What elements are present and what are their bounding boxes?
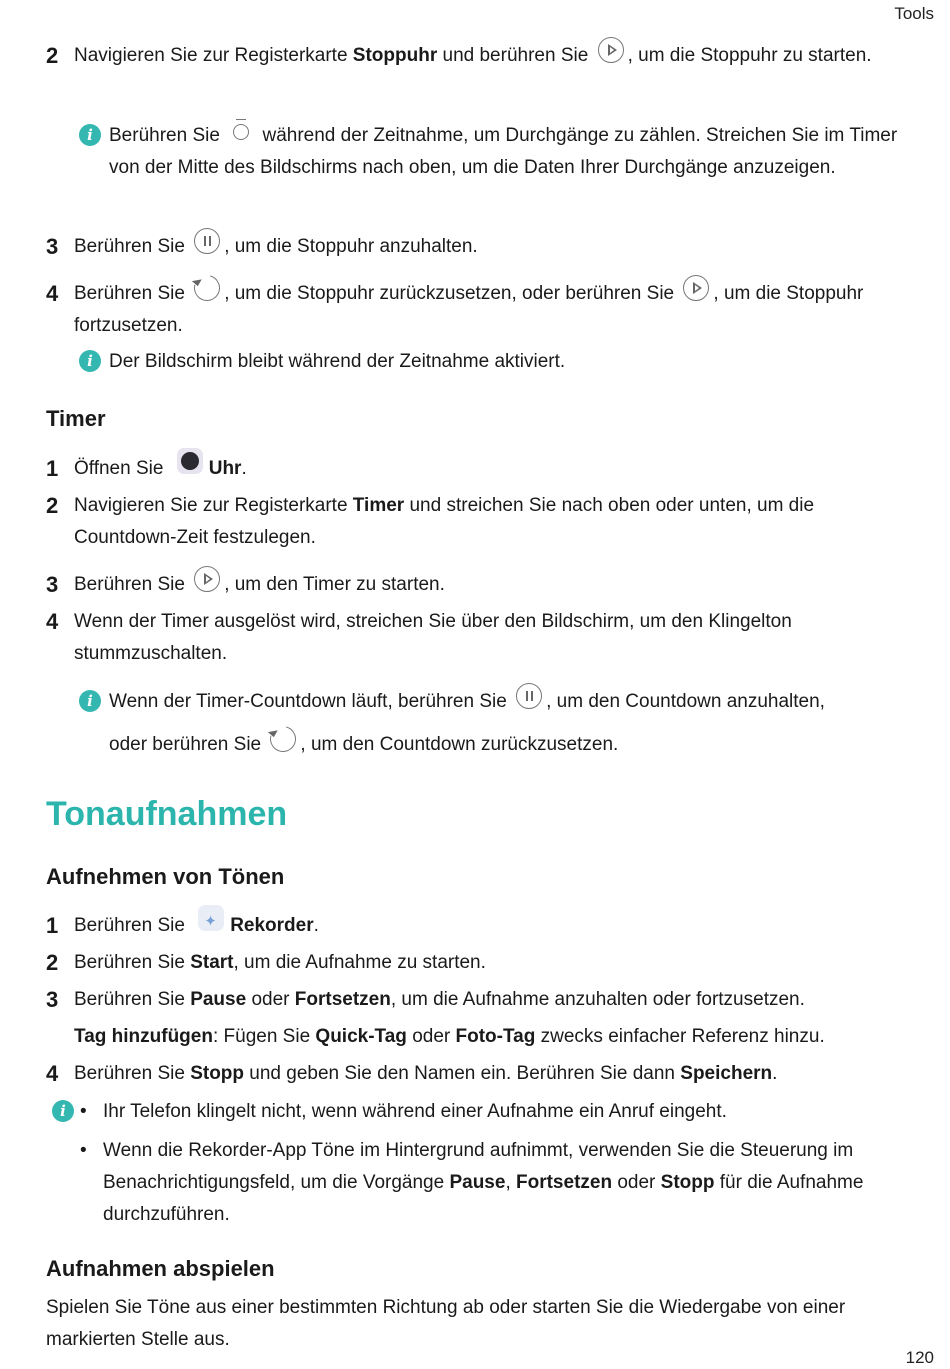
ui-term-start: Start xyxy=(190,952,234,973)
ui-term-pause: Pause xyxy=(190,989,247,1010)
note-text-part: , um den Countdown anzuhalten, xyxy=(546,691,825,712)
step-text xyxy=(74,278,914,342)
step-text xyxy=(74,569,914,601)
ui-term-add-tag: Tag hinzufügen xyxy=(74,1026,213,1047)
play-icon xyxy=(194,566,220,592)
step-text-part: Berühren Sie xyxy=(74,1063,191,1084)
step-text-part: : Fügen Sie xyxy=(212,1026,316,1047)
bullet-mark: • xyxy=(80,1101,87,1122)
note-text-part: während der Zeitnahme, um Durchgänge zu zählen. Streichen Sie im Timer von der Mitte des Bildschirms nach oben, um die Daten Ihrer Durchgänge anzuzeigen. xyxy=(109,125,898,178)
ui-term-stop: Stopp xyxy=(190,1063,245,1084)
step-text-part: Berühren Sie xyxy=(74,989,191,1010)
step-text-part: , um die Stoppuhr zurückzusetzen, oder berühren Sie xyxy=(224,283,680,304)
step-text-part: , um die Stoppuhr fortzusetzen. xyxy=(74,283,864,336)
step-number: 2 xyxy=(46,493,59,518)
step-text-part: und geben Sie den Namen ein. Berühren Sie dann xyxy=(244,1063,681,1084)
step-text xyxy=(74,1058,914,1090)
step-text xyxy=(74,910,914,942)
reset-icon xyxy=(266,721,302,757)
bullet-text-part: für die Aufnahme durchzuführen. xyxy=(103,1172,864,1225)
step-text-part: , um die Stoppuhr anzuhalten. xyxy=(224,236,478,257)
step-text-part: Navigieren Sie zur Registerkarte xyxy=(74,495,353,516)
step-text-part: und streichen Sie nach oben oder unten, um die Countdown-Zeit festzulegen. xyxy=(74,495,815,548)
play-icon xyxy=(598,37,624,63)
step-text xyxy=(74,231,914,263)
step-text-part: . xyxy=(241,458,247,479)
note-text xyxy=(109,120,909,184)
ui-term-photo-tag: Foto-Tag xyxy=(455,1026,536,1047)
step-text xyxy=(74,947,914,979)
page-number: 120 xyxy=(905,1348,934,1367)
step-text-part: Berühren Sie xyxy=(74,236,191,257)
step-number: 4 xyxy=(46,609,59,634)
step-text-part: . xyxy=(313,915,319,936)
step-number: 1 xyxy=(46,456,59,481)
step-text-part: oder xyxy=(246,989,295,1010)
paragraph: Spielen Sie Töne aus einer bestimmten Richtung ab oder starten Sie die Wiedergabe von einer markierten Stelle aus. xyxy=(46,1297,846,1350)
step-text-part: und berühren Sie xyxy=(437,45,594,66)
note-text-part: Wenn der Timer-Countdown läuft, berühren Sie xyxy=(109,691,513,712)
tab-name-stopwatch: Stoppuhr xyxy=(352,45,438,66)
bullet-text-part: , xyxy=(505,1172,516,1193)
note-text-part: , um den Countdown zurückzusetzen. xyxy=(300,734,619,755)
step-text-part: Navigieren Sie zur Registerkarte xyxy=(74,45,353,66)
step-number: 4 xyxy=(46,1061,59,1086)
ui-term-resume: Fortsetzen xyxy=(294,989,391,1010)
app-name-recorder: Rekorder xyxy=(230,915,314,936)
bullet-text: Ihr Telefon klingelt nicht, wenn während einer Aufnahme ein Anruf eingeht. xyxy=(103,1101,727,1122)
step-text-part: , um die Aufnahme anzuhalten oder fortzusetzen. xyxy=(390,989,805,1010)
step-text-part: , um den Timer zu starten. xyxy=(224,574,445,595)
step-text-part: . xyxy=(772,1063,778,1084)
note-text-part: oder berühren Sie xyxy=(109,734,267,755)
step-text-part: , um die Aufnahme zu starten. xyxy=(233,952,486,973)
ui-term-save: Speichern xyxy=(680,1063,773,1084)
running-header: Tools xyxy=(894,4,934,23)
clock-app-icon xyxy=(177,448,203,474)
info-icon: i xyxy=(79,124,101,146)
step-number: 3 xyxy=(46,572,59,597)
step-number: 1 xyxy=(46,913,59,938)
bullet-text-part: oder xyxy=(612,1172,661,1193)
step-text-part: oder xyxy=(406,1026,456,1047)
step-number: 3 xyxy=(46,987,59,1012)
info-icon: i xyxy=(79,350,101,372)
section-heading-timer: Timer xyxy=(46,406,106,431)
step-text-part: Öffnen Sie xyxy=(74,458,169,479)
step-text xyxy=(74,1021,914,1053)
step-text-part: zwecks einfacher Referenz hinzu. xyxy=(535,1026,825,1047)
recorder-app-icon xyxy=(198,905,224,931)
ui-term-resume: Fortsetzen xyxy=(516,1172,613,1193)
section-heading-play: Aufnahmen abspielen xyxy=(46,1256,275,1281)
note-text-part: Berühren Sie xyxy=(109,125,226,146)
step-text-part: Berühren Sie xyxy=(74,915,191,936)
info-icon: i xyxy=(79,690,101,712)
chapter-title: Tonaufnahmen xyxy=(46,795,288,833)
note-text xyxy=(109,680,909,766)
lap-stopwatch-icon xyxy=(229,118,253,142)
step-number: 2 xyxy=(46,950,59,975)
step-text-part: Berühren Sie xyxy=(74,283,191,304)
bullet-text xyxy=(103,1135,908,1231)
pause-icon xyxy=(516,683,542,709)
step-text xyxy=(74,490,914,554)
ui-term-stop: Stopp xyxy=(660,1172,715,1193)
tab-name-timer: Timer xyxy=(352,495,405,516)
step-text xyxy=(74,984,914,1016)
note-text: Der Bildschirm bleibt während der Zeitnahme aktiviert. xyxy=(109,351,566,372)
step-number: 2 xyxy=(46,43,59,68)
step-text-part: Berühren Sie xyxy=(74,952,191,973)
section-heading-record: Aufnehmen von Tönen xyxy=(46,864,285,889)
step-text: Wenn der Timer ausgelöst wird, streichen Sie über den Bildschirm, um den Klingelton stummzuschalten. xyxy=(74,611,792,664)
step-text-part: , um die Stoppuhr zu starten. xyxy=(627,45,872,66)
bullet-mark: • xyxy=(80,1140,87,1161)
step-text xyxy=(74,453,914,485)
pause-icon xyxy=(194,228,220,254)
ui-term-quick-tag: Quick-Tag xyxy=(315,1026,407,1047)
step-number: 3 xyxy=(46,234,59,259)
bullet-text-part: Wenn die Rekorder-App Töne im Hintergrund aufnimmt, verwenden Sie die Steuerung im Benachrichtigungsfeld, um die Vorgänge xyxy=(103,1140,854,1193)
play-icon xyxy=(683,275,709,301)
reset-icon xyxy=(189,270,225,306)
info-icon: i xyxy=(52,1100,74,1122)
step-text-part: Berühren Sie xyxy=(74,574,191,595)
app-name-clock: Uhr xyxy=(208,458,242,479)
ui-term-pause: Pause xyxy=(449,1172,506,1193)
step-number: 4 xyxy=(46,281,59,306)
step-text xyxy=(74,40,914,72)
